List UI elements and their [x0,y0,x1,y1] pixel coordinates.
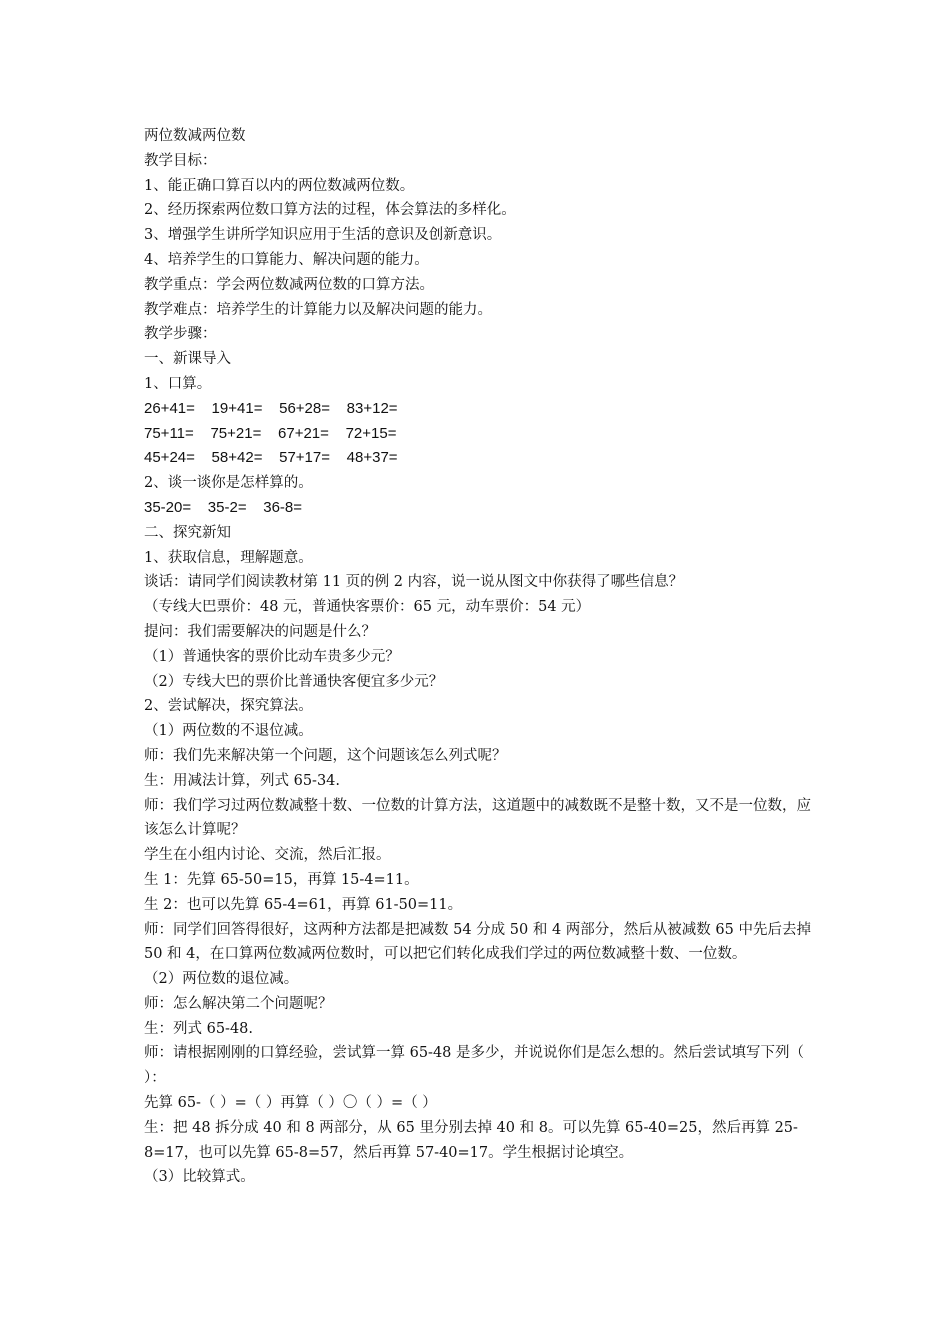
paragraph: 师：请根据刚刚的口算经验，尝试算一算 65-48 是多少，并说说你们是怎么想的。然后尝试填写下列（ ）： [144,1045,805,1087]
paragraph: 生 2：也可以先算 65-4=61，再算 61-50=11。 [144,896,463,913]
paragraph: 师：怎么解决第二个问题呢？ [144,995,333,1012]
section-heading: 教学步骤： [144,326,217,343]
paragraph: 2、谈一谈你是怎样算的。 [144,475,313,492]
difficult-point: 教学难点：培养学生的计算能力以及解决问题的能力。 [144,301,492,318]
section-heading: 二、探究新知 [144,524,231,541]
key-point: 教学重点：学会两位数减两位数的口算方法。 [144,276,434,293]
document-page [144,124,824,1190]
paragraph: （专线大巴票价：48 元，普通快客票价：65 元，动车票价：54 元） [144,599,591,616]
equation-row: 75+11= 75+21= 67+21= 72+15= [144,424,397,442]
paragraph: （1）普通快客的票价比动车贵多少元？ [144,648,400,665]
paragraph: （3）比较算式。 [144,1169,255,1186]
paragraph: （1）两位数的不退位减。 [144,723,313,740]
paragraph: 学生在小组内讨论、交流，然后汇报。 [144,847,391,864]
paragraph: 提问：我们需要解决的问题是什么？ [144,623,376,640]
paragraph: （2）专线大巴的票价比普通快客便宜多少元？ [144,673,444,690]
paragraph: 1、获取信息，理解题意。 [144,549,313,566]
paragraph: 生：把 48 拆分成 40 和 8 两部分，从 65 里分别去掉 40 和 8。可以先算 65-40=25，然后再算 25-8=17，也可以先算 65-8=57，然后再算 57-40=17。学生根据讨论填空。 [144,1119,798,1161]
paragraph: 生 1：先算 65-50=15，再算 15-4=11。 [144,871,419,888]
equation-row: 35-20= 35-2= 36-8= [144,498,303,516]
equation-row: 26+41= 19+41= 56+28= 83+12= [144,399,398,417]
paragraph: 2、尝试解决，探究算法。 [144,698,313,715]
paragraph: 1、口算。 [144,375,212,392]
section-heading: 教学目标： [144,152,217,169]
objective-item: 2、经历探索两位数口算方法的过程，体会算法的多样化。 [144,202,516,219]
paragraph: 师：同学们回答得很好，这两种方法都是把减数 54 分成 50 和 4 两部分，然后从被减数 65 中先后去掉 50 和 4，在口算两位数减两位数时，可以把它们转化成我们学过的两位数减整十数、一位数。 [144,921,811,963]
equation-row: 45+24= 58+42= 57+17= 48+37= [144,449,398,467]
objective-item: 4、培养学生的口算能力、解决问题的能力。 [144,251,429,268]
paragraph: （2）两位数的退位减。 [144,971,299,988]
paragraph: 师：我们学习过两位数减整十数、一位数的计算方法，这道题中的减数既不是整十数，又不是一位数，应该怎么计算呢？ [144,797,811,839]
paragraph: 生：用减法计算，列式 65-34. [144,772,341,789]
objective-item: 1、能正确口算百以内的两位数减两位数。 [144,177,415,194]
section-heading: 一、新课导入 [144,351,231,368]
paragraph: 谈话：请同学们阅读教材第 11 页的例 2 内容，说一说从图文中你获得了哪些信息？ [144,574,684,591]
paragraph: 先算 65-（ ）=（ ）再算（ ）〇（ ）=（ ） [144,1095,437,1112]
paragraph: 师：我们先来解决第一个问题，这个问题该怎么列式呢？ [144,747,507,764]
document-title: 两位数减两位数 [144,128,246,144]
paragraph: 生：列式 65-48. [144,1020,254,1037]
objective-item: 3、增强学生讲所学知识应用于生活的意识及创新意识。 [144,227,502,244]
